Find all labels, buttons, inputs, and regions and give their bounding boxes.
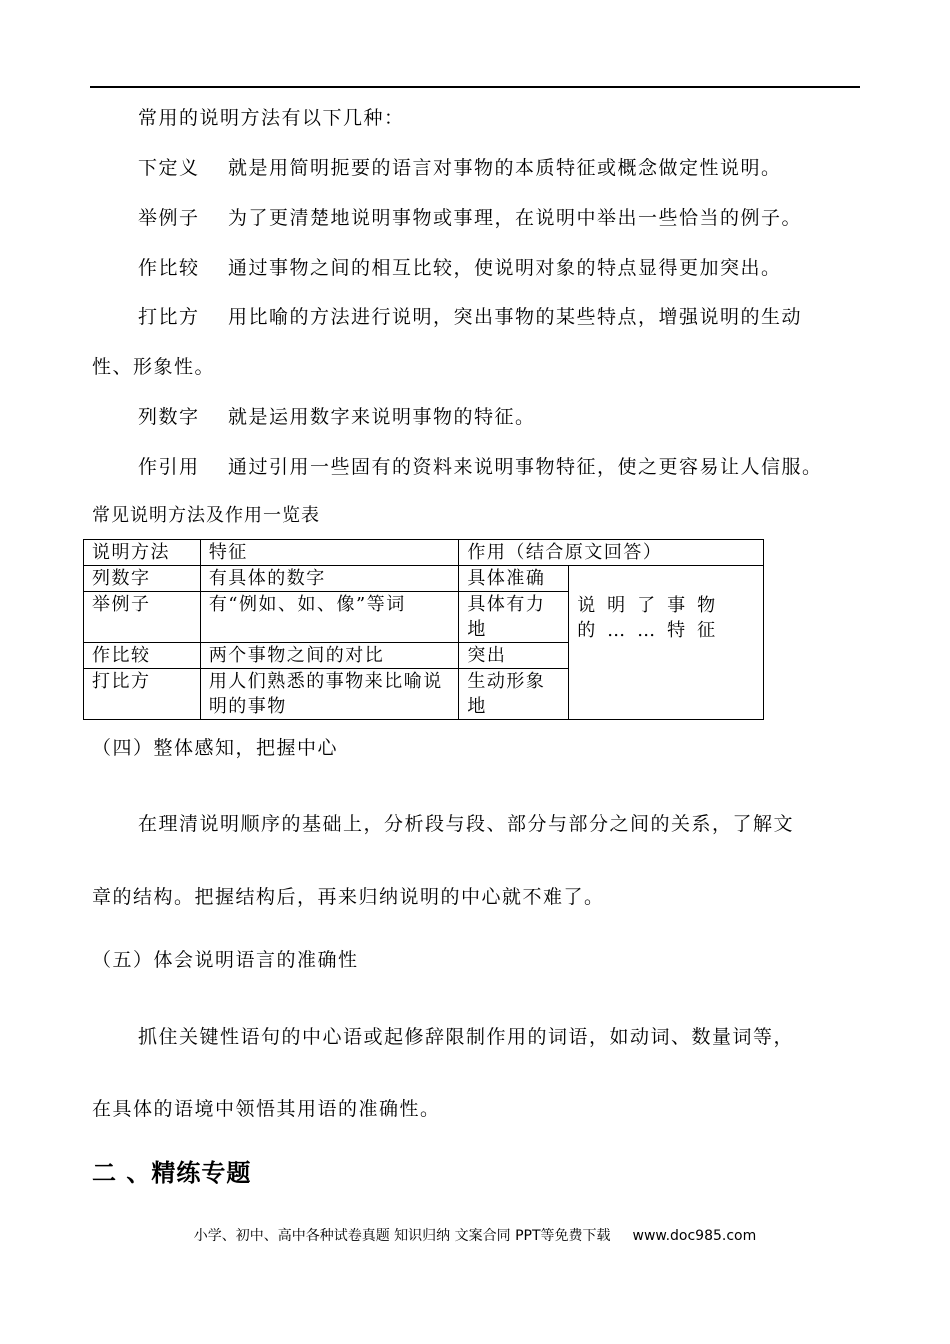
- section5-para-line1: 抓住关键性语句的中心语或起修辞限制作用的词语，如动词、数量词等，: [138, 1026, 795, 1048]
- table-cell-feature: 两个事物之间的对比: [200, 643, 459, 669]
- section4-para-line1: 在理清说明顺序的基础上，分析段与段、部分与部分之间的关系，了解文: [138, 813, 795, 835]
- section4-para-line2: 章的结构。把握结构后，再来归纳说明的中心就不难了。: [92, 886, 605, 908]
- table-cell-effect: 具体有力地: [459, 592, 569, 643]
- table-header-row: [84, 540, 764, 566]
- footer-url[interactable]: www.doc985.com: [632, 1228, 757, 1244]
- method-quote: [138, 455, 823, 479]
- section5-title: （五）体会说明语言的准确性: [92, 949, 359, 971]
- table-cell-method: 打比方: [84, 669, 201, 720]
- method-desc: 用比喻的方法进行说明，突出事物的某些特点，增强说明的生动: [228, 306, 803, 328]
- method-example: [138, 206, 802, 230]
- table-header-cell: 说明方法: [84, 540, 201, 566]
- table-cell-method: 举例子: [84, 592, 201, 643]
- method-define: [138, 156, 782, 180]
- table-cell-method: 列数字: [84, 566, 201, 592]
- table-cell-method: 作比较: [84, 643, 201, 669]
- intro-text: 常用的说明方法有以下几种：: [138, 107, 405, 129]
- method-term: 打比方: [138, 306, 200, 328]
- table-cell-effect: 具体准确: [459, 566, 569, 592]
- method-desc: 通过引用一些固有的资料来说明事物特征，使之更容易让人信服。: [228, 456, 823, 478]
- section5-para-line2: 在具体的语境中领悟其用语的准确性。: [92, 1098, 441, 1120]
- header-rule: [90, 86, 860, 88]
- table-merged-note: 说明了事物的……特征: [569, 566, 764, 720]
- method-desc: 为了更清楚地说明事物或事理，在说明中举出一些恰当的例子。: [228, 207, 803, 229]
- method-compare: [138, 256, 782, 280]
- section-heading: 二 、精练专题: [92, 1159, 252, 1187]
- table-row: [84, 566, 764, 592]
- section4-title: （四）整体感知，把握中心: [92, 737, 339, 759]
- table-cell-feature: 用人们熟悉的事物来比喻说明的事物: [200, 669, 459, 720]
- method-analogy-cont: 性、形象性。: [92, 356, 216, 378]
- table-cell-effect: 生动形象地: [459, 669, 569, 720]
- method-term: 作引用: [138, 456, 200, 478]
- method-desc: 就是用简明扼要的语言对事物的本质特征或概念做定性说明。: [228, 157, 782, 179]
- table-cell-effect: 突出: [459, 643, 569, 669]
- table-cell-feature: 有具体的数字: [200, 566, 459, 592]
- footer-text: 小学、初中、高中各种试卷真题 知识归纳 文案合同 PPT等免费下载: [193, 1228, 611, 1244]
- page-footer: [0, 1227, 950, 1245]
- method-analogy: [138, 305, 802, 329]
- method-desc: 通过事物之间的相互比较，使说明对象的特点显得更加突出。: [228, 257, 782, 279]
- method-term: 下定义: [138, 157, 200, 179]
- method-term: 作比较: [138, 257, 200, 279]
- methods-table: [83, 539, 764, 720]
- method-term: 列数字: [138, 406, 200, 428]
- method-numbers: [138, 405, 536, 429]
- table-cell-feature: 有“例如、如、像”等词: [200, 592, 459, 643]
- method-term: 举例子: [138, 207, 200, 229]
- table-caption: 常见说明方法及作用一览表: [92, 505, 320, 526]
- method-desc: 就是运用数字来说明事物的特征。: [228, 406, 536, 428]
- table-header-cell: 特征: [200, 540, 459, 566]
- table-header-cell: 作用（结合原文回答）: [459, 540, 764, 566]
